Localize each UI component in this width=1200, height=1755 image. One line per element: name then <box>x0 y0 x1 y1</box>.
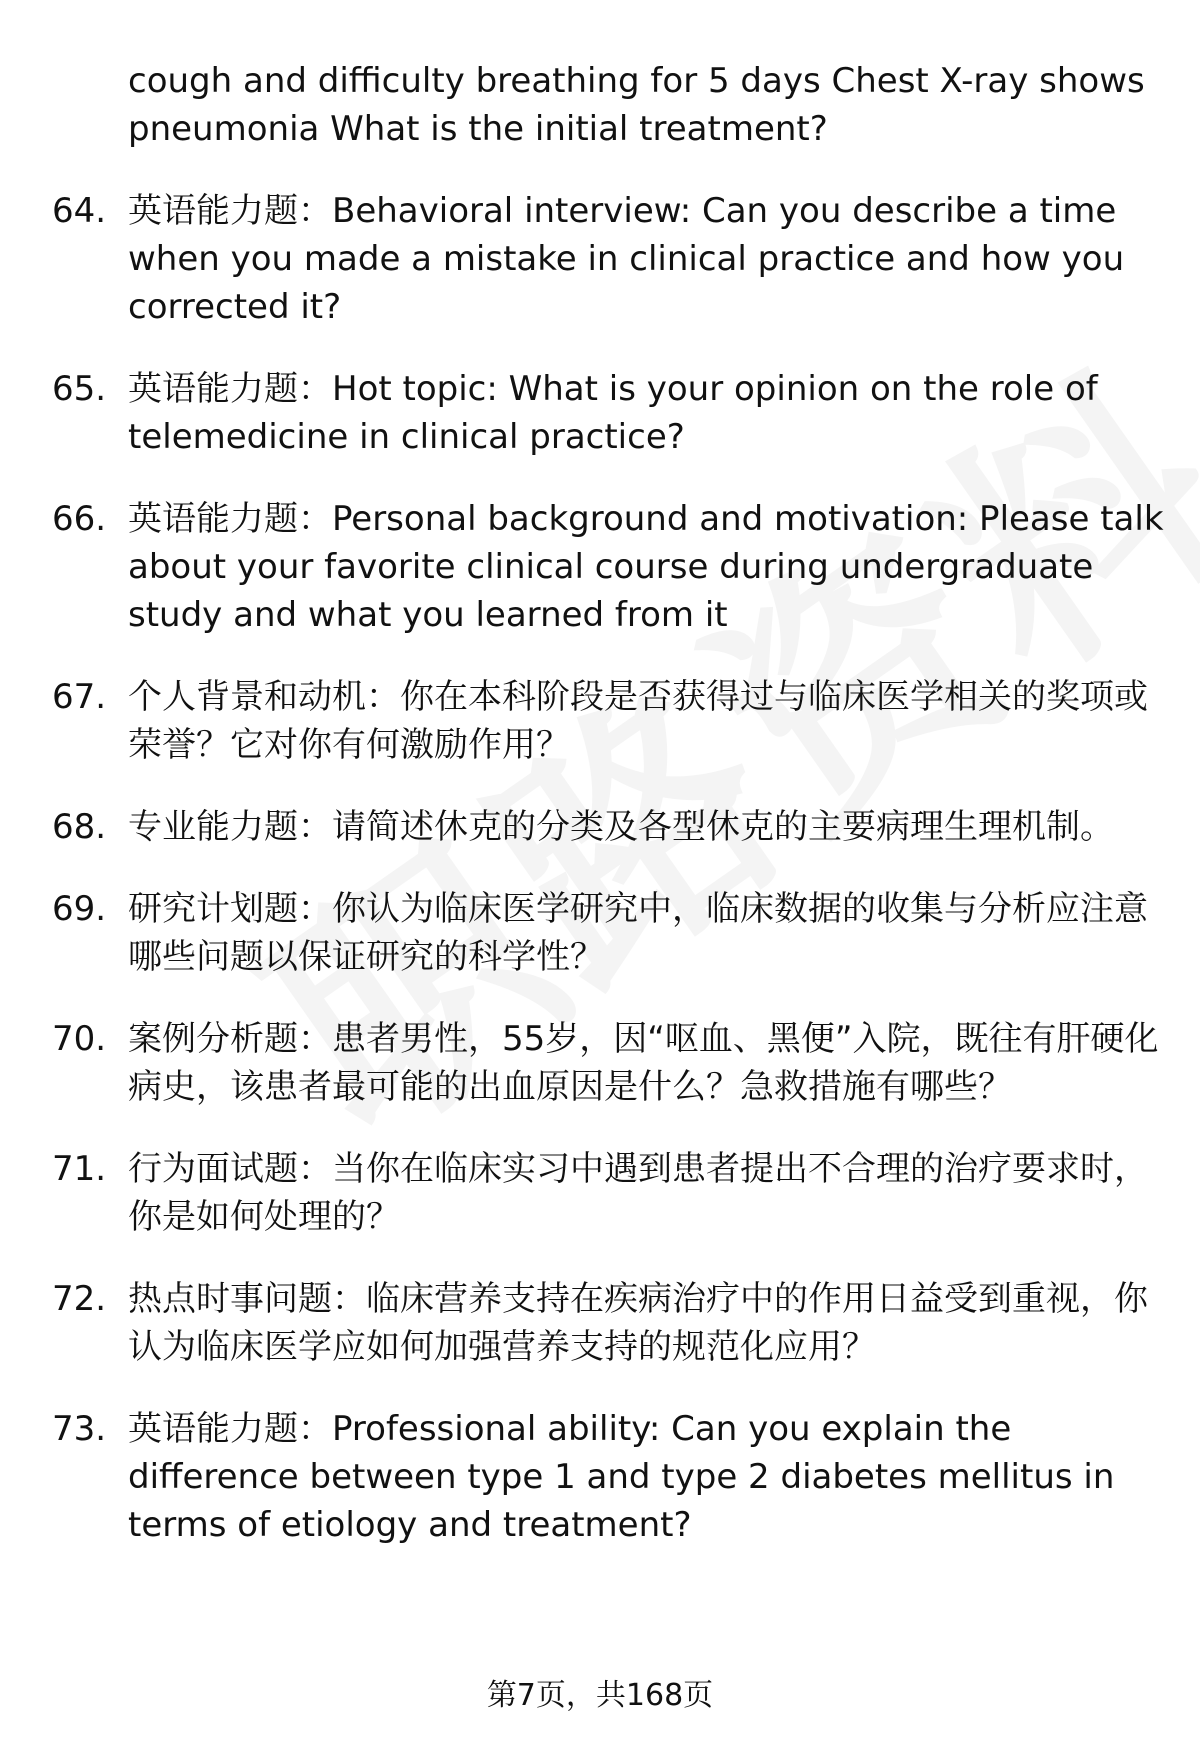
continued-question-text: cough and difficulty breathing for 5 days Chest X-ray shows pneumonia What is the initial treatment? <box>128 61 1145 149</box>
question-text: 专业能力题：请简述休克的分类及各型休克的主要病理生理机制。 <box>128 807 1114 847</box>
question-number: 73. <box>52 1409 107 1449</box>
question-item <box>0 187 1200 331</box>
question-number: 69. <box>52 889 107 929</box>
question-item <box>0 885 1200 981</box>
question-text: 英语能力题：Hot topic: What is your opinion on the role of telemedicine in clinical practice? <box>128 369 1098 457</box>
question-item <box>0 365 1200 461</box>
question-item <box>0 1275 1200 1371</box>
question-text: 英语能力题：Professional ability: Can you explain the difference between type 1 and type 2 diabetes mellitus in terms of etiology and treatment? <box>128 1409 1115 1545</box>
question-number: 64. <box>52 191 107 231</box>
question-number: 65. <box>52 369 107 409</box>
page-footer: 第7页，共168页 <box>486 1678 714 1713</box>
question-text: 热点时事问题：临床营养支持在疾病治疗中的作用日益受到重视，你认为临床医学应如何加强营养支持的规范化应用？ <box>128 1279 1148 1367</box>
question-list <box>0 57 1200 1583</box>
question-text: 研究计划题：你认为临床医学研究中，临床数据的收集与分析应注意哪些问题以保证研究的科学性？ <box>128 889 1148 977</box>
question-item <box>0 1145 1200 1241</box>
question-text: 英语能力题：Behavioral interview: Can you describe a time when you made a mistake in clinical practice and how you corrected it? <box>128 191 1125 327</box>
question-number: 71. <box>52 1149 107 1189</box>
question-item <box>0 1405 1200 1549</box>
question-text: 案例分析题：患者男性，55岁，因“呕血、黑便”入院，既往有肝硬化病史，该患者最可能的出血原因是什么？急救措施有哪些？ <box>128 1019 1159 1107</box>
question-item <box>0 495 1200 639</box>
question-number: 70. <box>52 1019 107 1059</box>
question-text: 行为面试题：当你在临床实习中遇到患者提出不合理的治疗要求时，你是如何处理的？ <box>128 1149 1148 1237</box>
question-number: 72. <box>52 1279 107 1319</box>
question-number: 68. <box>52 807 107 847</box>
question-number: 67. <box>52 677 107 717</box>
question-item <box>0 673 1200 769</box>
question-text: 个人背景和动机：你在本科阶段是否获得过与临床医学相关的奖项或荣誉？它对你有何激励作用？ <box>128 677 1148 765</box>
question-item <box>0 803 1200 851</box>
question-item <box>0 1015 1200 1111</box>
question-number: 66. <box>52 499 107 539</box>
question-text: 英语能力题：Personal background and motivation: Please talk about your favorite clinical course during undergraduate study and what you learned from it <box>128 499 1164 635</box>
